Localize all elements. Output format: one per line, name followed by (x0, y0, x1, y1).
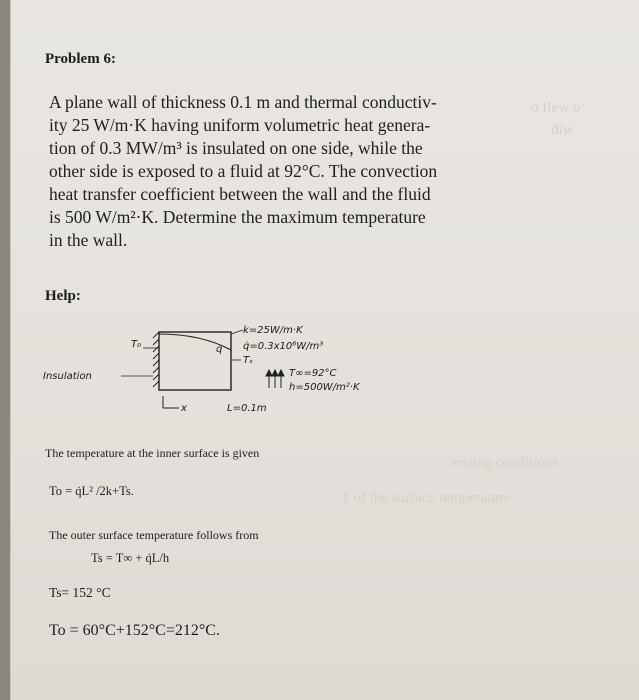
tinf-label: T∞=92°C (289, 368, 337, 379)
q-symbol: q̇ (216, 344, 223, 355)
x-axis-arrow (163, 396, 179, 408)
document-page (10, 0, 639, 700)
k-leader (231, 330, 243, 334)
help-label: Help: (45, 288, 81, 304)
problem-line: ity 25 W/m·K having uniform volumetric heat genera- (49, 115, 431, 135)
outer-temperature-equation: Ts = T∞ + q̇L/h (91, 551, 170, 565)
bleed-through-text: o Ilew oʻ (531, 100, 586, 116)
wall-box (159, 332, 231, 390)
k-label: k=25W/m·K (243, 325, 303, 336)
to-label: T₀ (131, 339, 142, 350)
final-result: To = 60°C+152°C=212°C. (49, 622, 220, 639)
insulation-hatch (153, 332, 159, 390)
wall-sketch (41, 320, 381, 420)
bleed-through-text: T of the surface temperature (341, 490, 511, 506)
bleed-through-text: diw (551, 122, 574, 138)
h-label: h=500W/m²·K (289, 382, 360, 393)
problem-line: is 500 W/m²·K. Determine the maximum temperature (49, 207, 426, 227)
x-label: x (181, 403, 187, 414)
problem-line: other side is exposed to a fluid at 92°C. The convection (49, 161, 438, 181)
fluid-flow-arrows (266, 370, 284, 388)
problem-statement (49, 91, 519, 252)
inner-surface-text: The temperature at the inner surface is given (45, 446, 260, 460)
insulation-label: Insulation (43, 371, 92, 382)
ts-label: Tₛ (243, 355, 253, 366)
l-label: L=0.1m (227, 403, 267, 414)
problem-label: Problem 6: (45, 51, 116, 67)
problem-line: tion of 0.3 MW/m³ is insulated on one side, while the (49, 138, 423, 158)
outer-surface-text: The outer surface temperature follows from (49, 528, 259, 542)
bleed-through-text: ersting conditions (451, 455, 559, 471)
problem-line: heat transfer coefficient between the wall and the fluid (49, 184, 431, 204)
inner-temperature-equation: To = q̇L² /2k+Ts. (49, 484, 134, 498)
q-label: q̇=0.3x10⁶W/m³ (243, 341, 324, 352)
problem-line: in the wall. (49, 230, 128, 250)
problem-line: A plane wall of thickness 0.1 m and thermal conductiv- (49, 92, 437, 112)
surface-temperature-value: Ts= 152 °C (49, 585, 111, 600)
